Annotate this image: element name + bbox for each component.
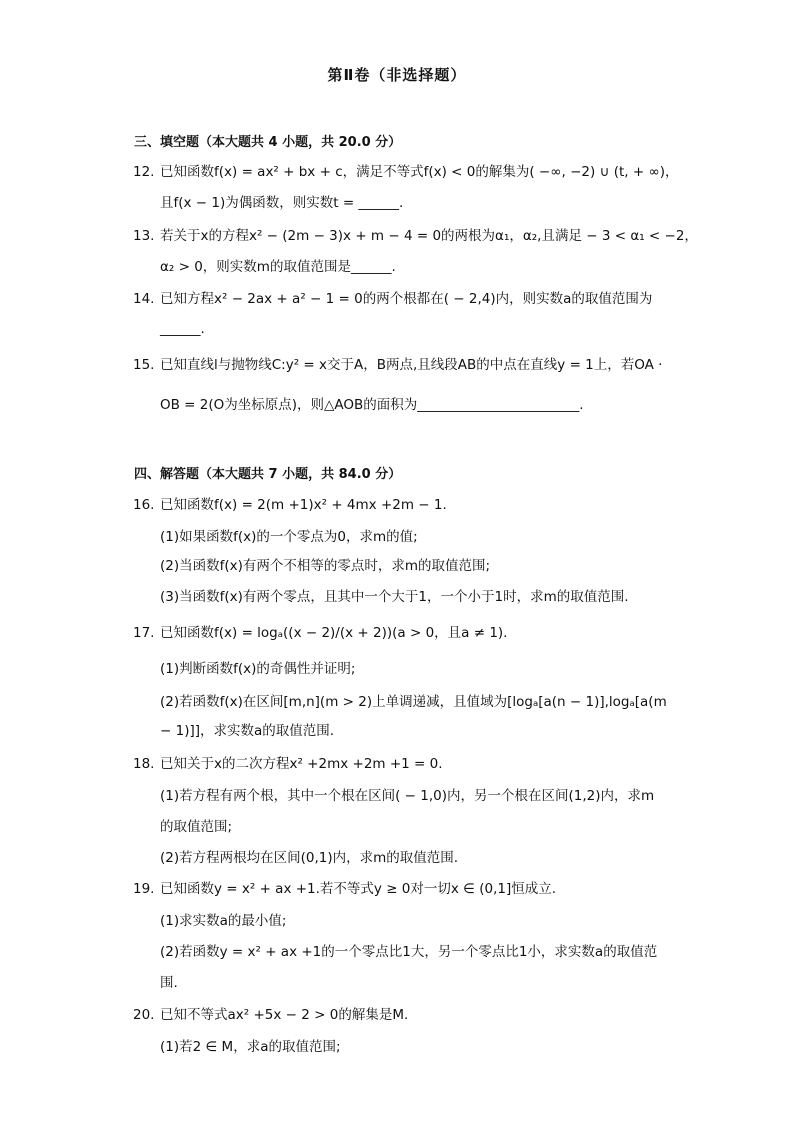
question-line: 已知直线l与抛物线C:y² = x交于A，B两点,且线段AB的中点在直线y = 1上，若OA · [160, 357, 663, 373]
question-line: (3)当函数f(x)有两个零点，且其中一个大于1，一个小于1时，求m的取值范围. [160, 589, 629, 605]
question-line: (2)若函数f(x)在区间[m,n](m > 2)上单调递减，且值域为[logₐ[a(n − 1)],logₐ[a(m [160, 694, 667, 710]
question-line: 已知不等式ax² +5x − 2 > 0的解集是M. [160, 1007, 409, 1023]
section-heading-solve: 四、解答题（本大题共 7 小题，共 84.0 分） [134, 467, 402, 482]
question-number: 20. [133, 1007, 155, 1023]
question-line: 若关于x的方程x² − (2m − 3)x + m − 4 = 0的两根为α₁，α₂,且满足 − 3 < α₁ < −2， [160, 228, 698, 244]
question-line: α₂ > 0，则实数m的取值范围是______. [160, 259, 396, 275]
page-title: 第Ⅱ卷（非选择题） [327, 66, 467, 84]
question-line: ______. [160, 321, 205, 337]
question-line: 已知函数f(x) = ax² + bx + c，满足不等式f(x) < 0的解集为( −∞, −2) ∪ (t, + ∞)， [160, 164, 679, 180]
question-number: 18. [133, 756, 155, 772]
question-number: 17. [133, 625, 155, 641]
question-line: 已知关于x的二次方程x² +2mx +2m +1 = 0. [160, 756, 443, 772]
question-line: 且f(x − 1)为偶函数，则实数t = ______. [160, 195, 404, 211]
question-line: 已知函数y = x² + ax +1.若不等式y ≥ 0对一切x ∈ (0,1]恒成立. [160, 881, 557, 897]
question-number: 16. [133, 497, 155, 513]
question-number: 13. [133, 228, 155, 244]
question-line: 已知函数f(x) = logₐ((x − 2)/(x + 2))(a > 0，且a ≠ 1). [160, 625, 508, 641]
question-line: (2)当函数f(x)有两个不相等的零点时，求m的取值范围; [160, 558, 491, 574]
question-number: 14. [133, 291, 155, 307]
question-number: 12. [133, 164, 155, 180]
question-line: (1)求实数a的最小值; [160, 913, 287, 929]
question-line: (2)若方程两根均在区间(0,1)内，求m的取值范围. [160, 850, 459, 866]
section-heading-fill-blank: 三、填空题（本大题共 4 小题，共 20.0 分） [134, 135, 402, 150]
question-number: 15. [133, 357, 155, 373]
question-line: (1)若方程有两个根，其中一个根在区间( − 1,0)内，另一个根在区间(1,2)内，求m [160, 788, 655, 804]
question-number: 19. [133, 881, 155, 897]
question-line: 已知函数f(x) = 2(m +1)x² + 4mx +2m − 1. [160, 497, 447, 513]
question-line: (1)判断函数f(x)的奇偶性并证明; [160, 661, 356, 677]
question-line: − 1)]]，求实数a的取值范围. [160, 723, 335, 739]
question-line: 围. [160, 975, 178, 991]
question-line: (1)如果函数f(x)的一个零点为0，求m的值; [160, 529, 418, 545]
question-line: (1)若2 ∈ M，求a的取值范围; [160, 1039, 341, 1055]
question-line: OB = 2(O为坐标原点)，则△AOB的面积为________________________. [160, 397, 584, 413]
question-line: (2)若函数y = x² + ax +1的一个零点比1大，另一个零点比1小，求实数a的取值范 [160, 944, 658, 960]
question-line: 已知方程x² − 2ax + a² − 1 = 0的两个根都在( − 2,4)内，则实数a的取值范围为 [160, 291, 653, 307]
question-line: 的取值范围; [160, 819, 233, 835]
